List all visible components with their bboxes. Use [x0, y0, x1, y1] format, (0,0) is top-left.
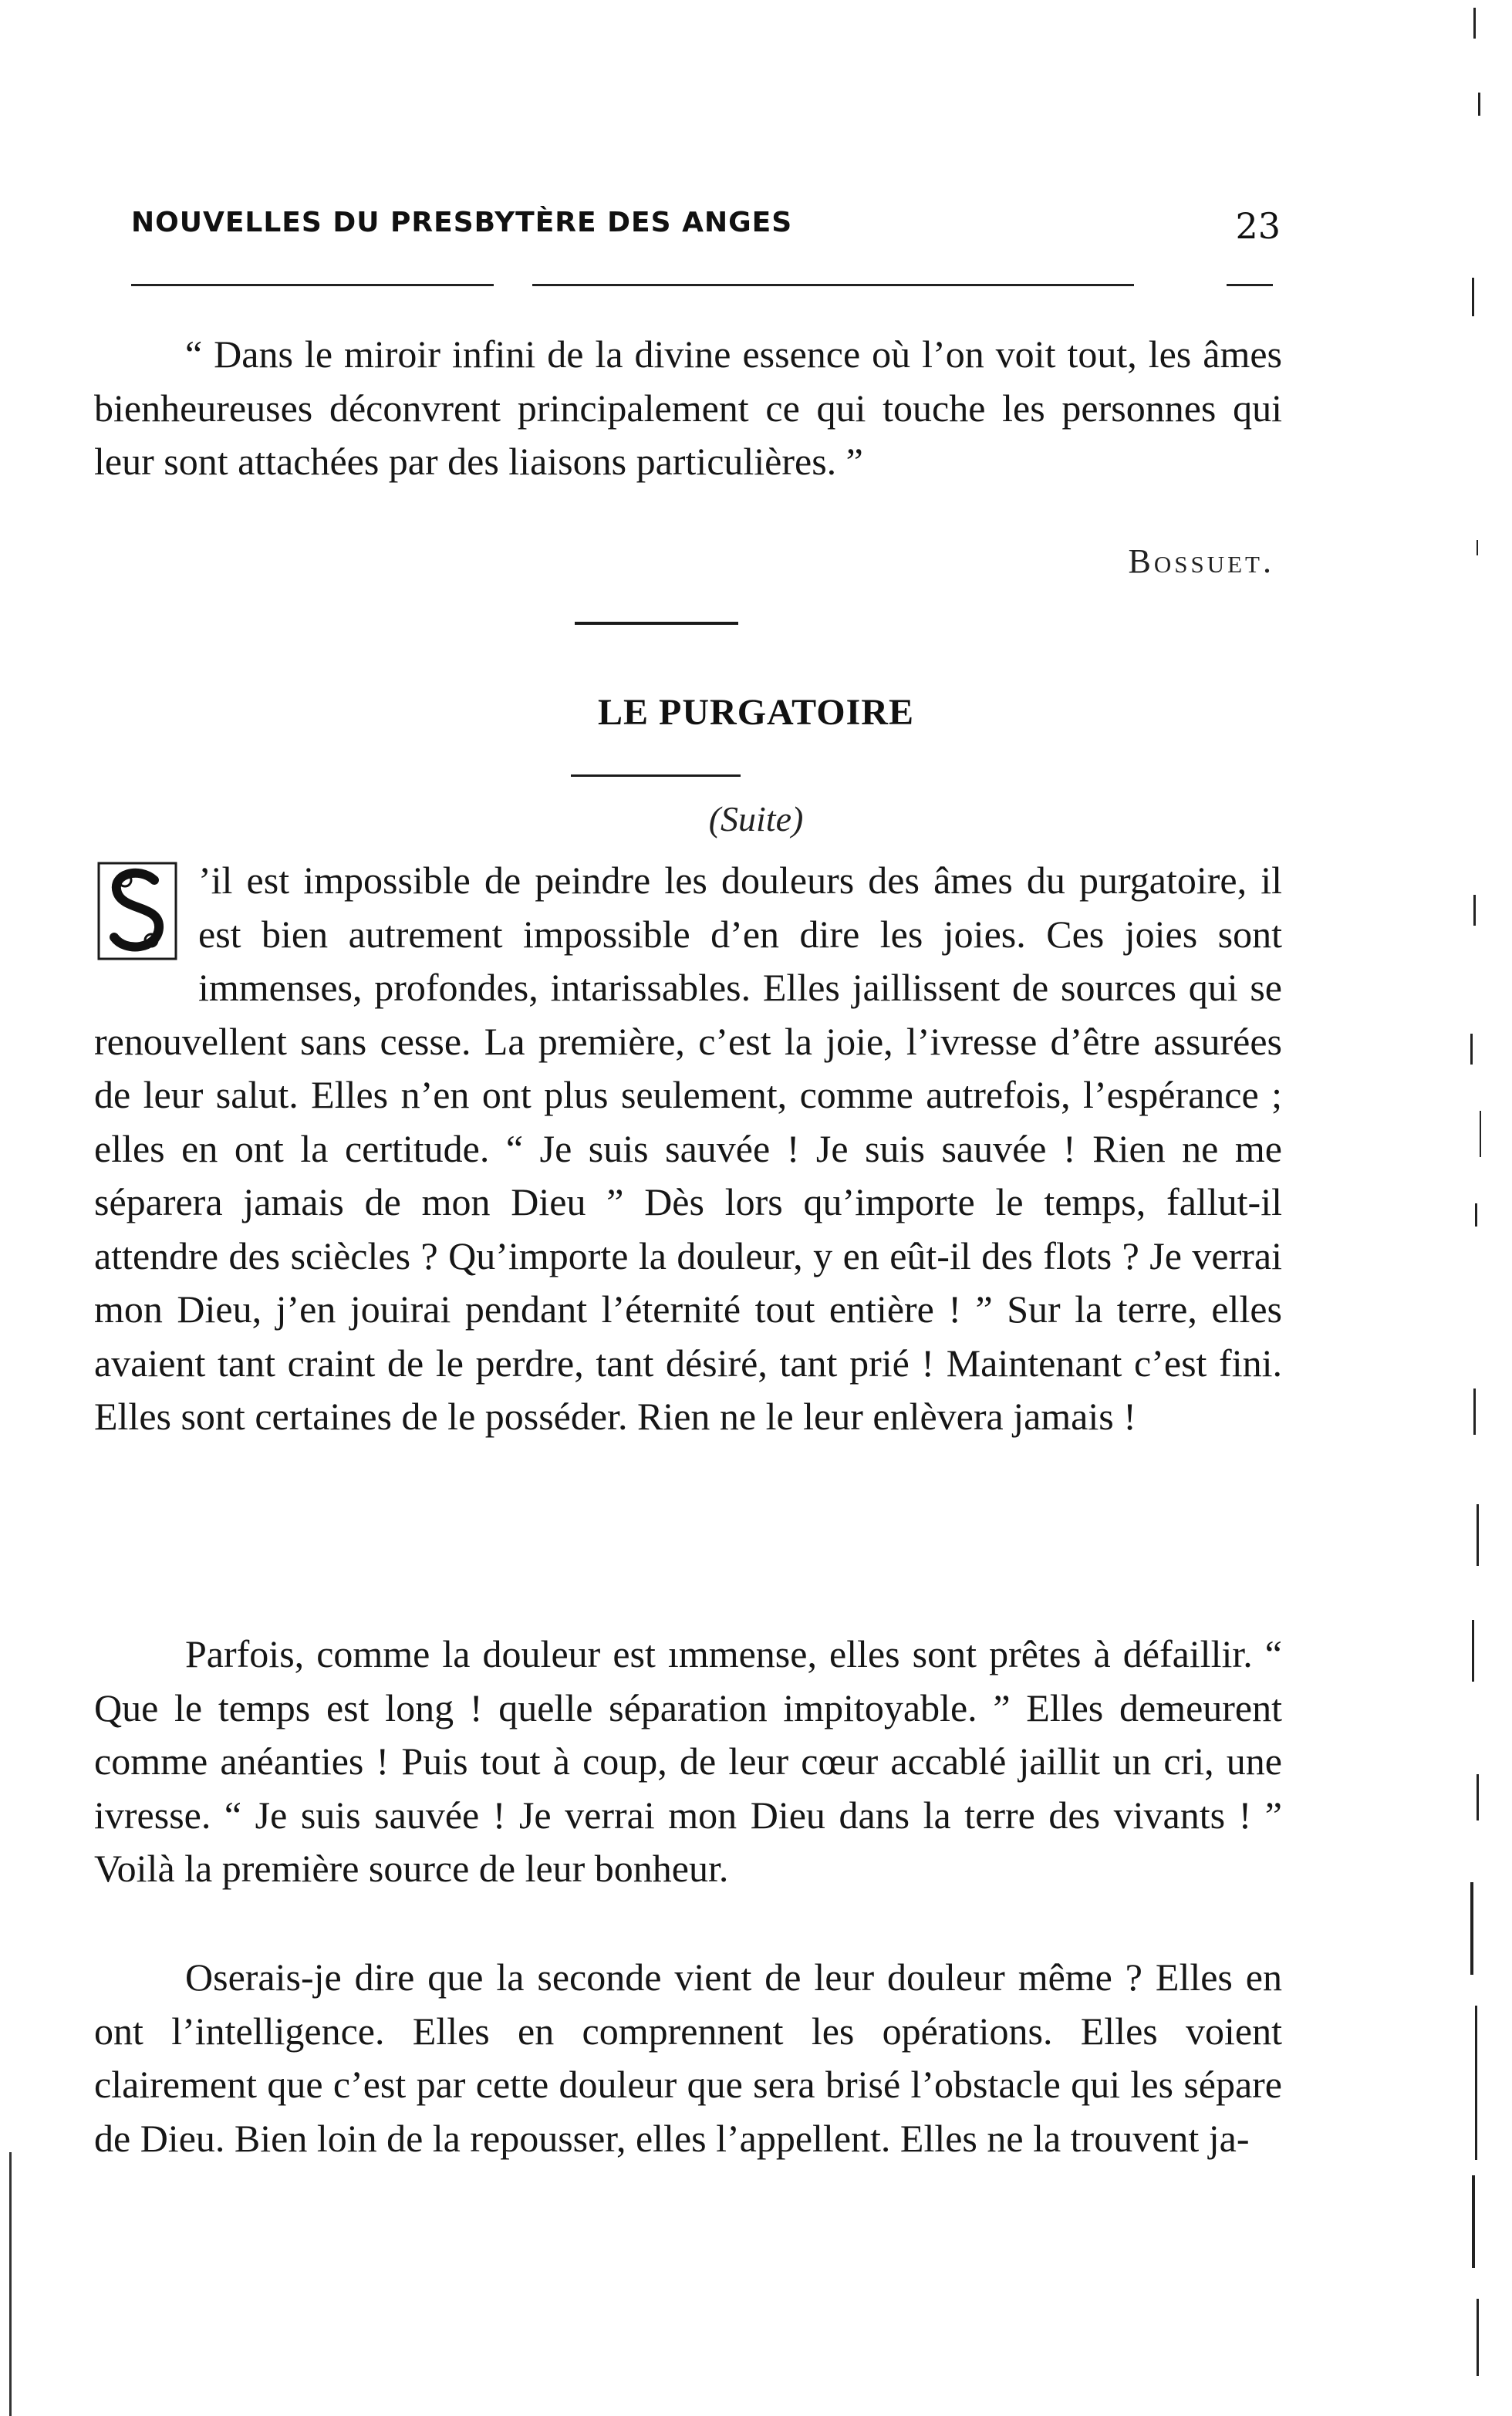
running-header-title: NOUVELLES DU PRESBYTÈRE DES ANGES — [131, 207, 793, 238]
epigraph-author: Bossuet. — [1128, 542, 1274, 580]
paragraph-3: Oserais-je dire que la seconde vient de leur douleur même ? Elles en ont l’intelligence. Elles en comprennent les opérations. Elles voient clairement que c’est par cette douleur que sera brisé l’obstacle qui les sépare de Dieu. Bien loin de la repousser, elles l’appellent. Elles ne la trouvent ja- — [94, 1955, 1282, 2160]
opening-paragraph — [94, 854, 1282, 1444]
section-subtitle: (Suite) — [708, 799, 804, 839]
page-number: 23 — [1235, 205, 1281, 247]
paragraph-2: Parfois, comme la douleur est ımmense, elles sont prêtes à défaillir. “ Que le temps est long ! quelle séparation impitoyable. ” Elles demeurent comme anéanties ! Puis tout à coup, de leur cœur accablé jaillit un cri, une ivresse. “ Je suis sauvée ! Je verrai mon Dieu dans la terre des vivants ! ” Voilà la première source de leur bonheur. — [94, 1632, 1282, 1890]
running-header — [131, 207, 1281, 253]
scan-edge-noise — [1443, 0, 1512, 2416]
section-divider — [575, 622, 738, 625]
header-rule — [131, 284, 1273, 286]
drop-cap — [94, 854, 191, 968]
section-title: LE PURGATOIRE — [598, 692, 914, 733]
paragraph-1: ’il est impossible de peindre les douleurs des âmes du purgatoire, il est bien autrement impossible d’en dire les joies. Ces joies sont immenses, profondes, intarissables. Elles jaillissent de sources qui se renouvellent sans cesse. La première, c’est la joie, l’ivresse d’être assurées de leur salut. Elles n’en ont plus seulement, comme autrefois, l’espérance ; elles en ont la certitude. “ Je suis sauvée ! Je suis sauvée ! Rien ne me séparera jamais de mon Dieu ” Dès lors qu’importe le temps, fallut-il attendre des sciècles ? Qu’importe la douleur, y en eût-il des flots ? Je verrai mon Dieu, j’en jouirai pendant l’éternité tout entière ! ” Sur la terre, elles avaient tant craint de le perdre, tant désiré, tant prié ! Maintenant c’est fini. Elles sont certaines de le posséder. Rien ne le leur enlèvera jamais ! — [94, 859, 1282, 1438]
scan-edge-line — [9, 2152, 12, 2416]
drop-cap-ornament-icon — [94, 857, 187, 965]
title-underline — [571, 774, 741, 777]
epigraph-text: “ Dans le miroir infini de la divine essence où l’on voit tout, les âmes bienheureuses déconvrent principalement ce qui touche les personnes qui leur sont attachées par des liaisons particulières. ” — [94, 332, 1282, 483]
